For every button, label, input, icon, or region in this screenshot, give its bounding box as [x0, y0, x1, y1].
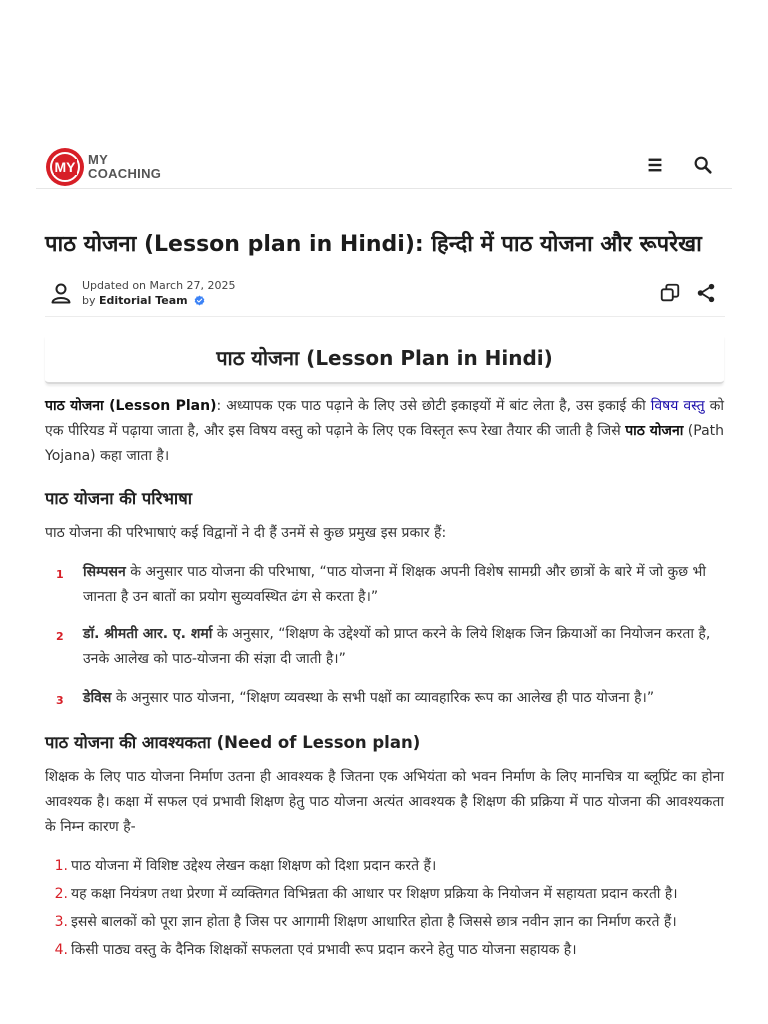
definition-number: 1 — [56, 568, 64, 581]
author-name[interactable]: Editorial Team — [99, 294, 188, 307]
need-item — [45, 908, 724, 936]
byline-prefix: by — [82, 294, 96, 307]
section-title: पाठ योजना (Lesson Plan in Hindi) — [45, 336, 724, 384]
definition-list — [45, 560, 724, 711]
logo-line-1: MY — [88, 152, 109, 167]
definition-text: के अनुसार पाठ योजना, “शिक्षण व्यवस्था के सभी पक्षों का व्यावहारिक रूप का आलेख ही पाठ योजना है।” — [111, 690, 655, 706]
definition-heading: पाठ योजना की परिभाषा — [45, 489, 193, 508]
intro-paragraph — [45, 394, 724, 469]
logo-line-2: COACHING — [88, 166, 162, 181]
need-item — [45, 852, 724, 880]
logo-mark-text: MY — [54, 159, 76, 175]
logo-text — [88, 153, 161, 181]
menu-icon[interactable] — [644, 154, 666, 176]
definition-number: 3 — [56, 694, 64, 707]
search-icon[interactable] — [692, 154, 714, 176]
need-intro: शिक्षक के लिए पाठ योजना निर्माण उतना ही आवश्यक है जितना एक अभियंता को भवन निर्माण के लिए मानचित्र या ब्लूप्रिंट का होना आवश्यक है। कक्षा में सफल एवं प्रभावी शिक्षण हेतु पाठ योजना अत्यंत आवश्यक है शिक्षण की प्रक्रिया में पाठ योजना की आवश्यकता के निम्न कारण है- — [45, 769, 724, 835]
need-number: 2. — [54, 886, 68, 902]
need-number: 4. — [54, 942, 68, 958]
logo-mark — [46, 148, 84, 186]
updated-date: Updated on March 27, 2025 — [82, 279, 236, 292]
copy-icon[interactable] — [659, 282, 681, 304]
article-meta — [45, 276, 725, 317]
definition-item — [45, 560, 724, 622]
definition-item — [45, 686, 724, 711]
intro-text-2: को एक पीरियड में पढ़ाया जाता है, और इस विषय वस्तु को पढ़ाने के लिए एक विस्तृत रूप रेखा तैयार की जाती है जिसे — [45, 398, 724, 439]
need-heading: पाठ योजना की आवश्यकता (Need of Lesson plan) — [45, 733, 421, 752]
intro-text-1: : अध्यापक एक पाठ पढ़ाने के लिए उसे छोटी इकाइयों में बांट लेता है, उस इकाई की — [216, 398, 651, 414]
need-text: पाठ योजना में विशिष्ट उद्देश्य लेखन कक्षा शिक्षण को दिशा प्रदान करते हैं। — [71, 858, 437, 874]
need-text: इससे बालकों को पूरा ज्ञान होता है जिस पर आगामी शिक्षण आधारित होता है जिससे छात्र नवीन ज्ञान का निर्माण करते हैं। — [71, 914, 677, 930]
definition-number: 2 — [56, 630, 64, 643]
definition-text: के अनुसार, “शिक्षण के उद्देश्यों को प्राप्त करने के लिये शिक्षक जिन क्रियाओं का नियोजन करता है, उनके आलेख को पाठ-योजना की संज्ञा दी जाती है।” — [83, 626, 711, 667]
scholar-name: सिम्पसन — [83, 564, 126, 580]
intro-bold-term: पाठ योजना (Lesson Plan) — [45, 398, 217, 414]
definition-intro: पाठ योजना की परिभाषाएं कई विद्वानों ने दी हैं उनमें से कुछ प्रमुख इस प्रकार हैं: — [45, 525, 447, 541]
need-number: 3. — [54, 914, 68, 930]
need-text: यह कक्षा नियंत्रण तथा प्रेरणा में व्यक्तिगत विभिन्नता की आधार पर शिक्षण प्रक्रिया के नियोजन में सहायता प्रदान करती है। — [71, 886, 678, 902]
need-item — [45, 936, 724, 964]
need-list — [45, 852, 724, 964]
definition-item — [45, 622, 724, 686]
byline — [82, 293, 236, 308]
scholar-name: डॉ. श्रीमती आर. ए. शर्मा — [83, 626, 213, 642]
meta-text — [82, 278, 236, 308]
user-icon — [49, 281, 73, 305]
site-header — [36, 140, 732, 189]
subject-matter-link[interactable]: विषय वस्तु — [650, 398, 705, 414]
need-text: किसी पाठ्य वस्तु के दैनिक शिक्षकों सफलता एवं प्रभावी रूप प्रदान करने हेतु पाठ योजना सहायक है। — [71, 942, 577, 958]
need-number: 1. — [54, 858, 68, 874]
intro-text-3: (Path Yojana) कहा जाता है। — [45, 423, 725, 464]
intro-bold-end: पाठ योजना — [625, 423, 684, 439]
scholar-name: डेविस — [83, 690, 112, 706]
share-icon[interactable] — [695, 282, 717, 304]
definition-text: के अनुसार पाठ योजना की परिभाषा, “पाठ योजना में शिक्षक अपनी विशेष सामग्री और छात्रों के बारे में जो कुछ भी जानता है उन बातों का प्रयोग सुव्यवस्थित ढंग से करता है।” — [83, 564, 707, 605]
article-title: पाठ योजना (Lesson plan in Hindi): हिन्दी में पाठ योजना और रूपरेखा — [45, 232, 702, 257]
need-item — [45, 880, 724, 908]
site-logo[interactable] — [46, 148, 161, 186]
verified-badge-icon — [194, 295, 205, 306]
